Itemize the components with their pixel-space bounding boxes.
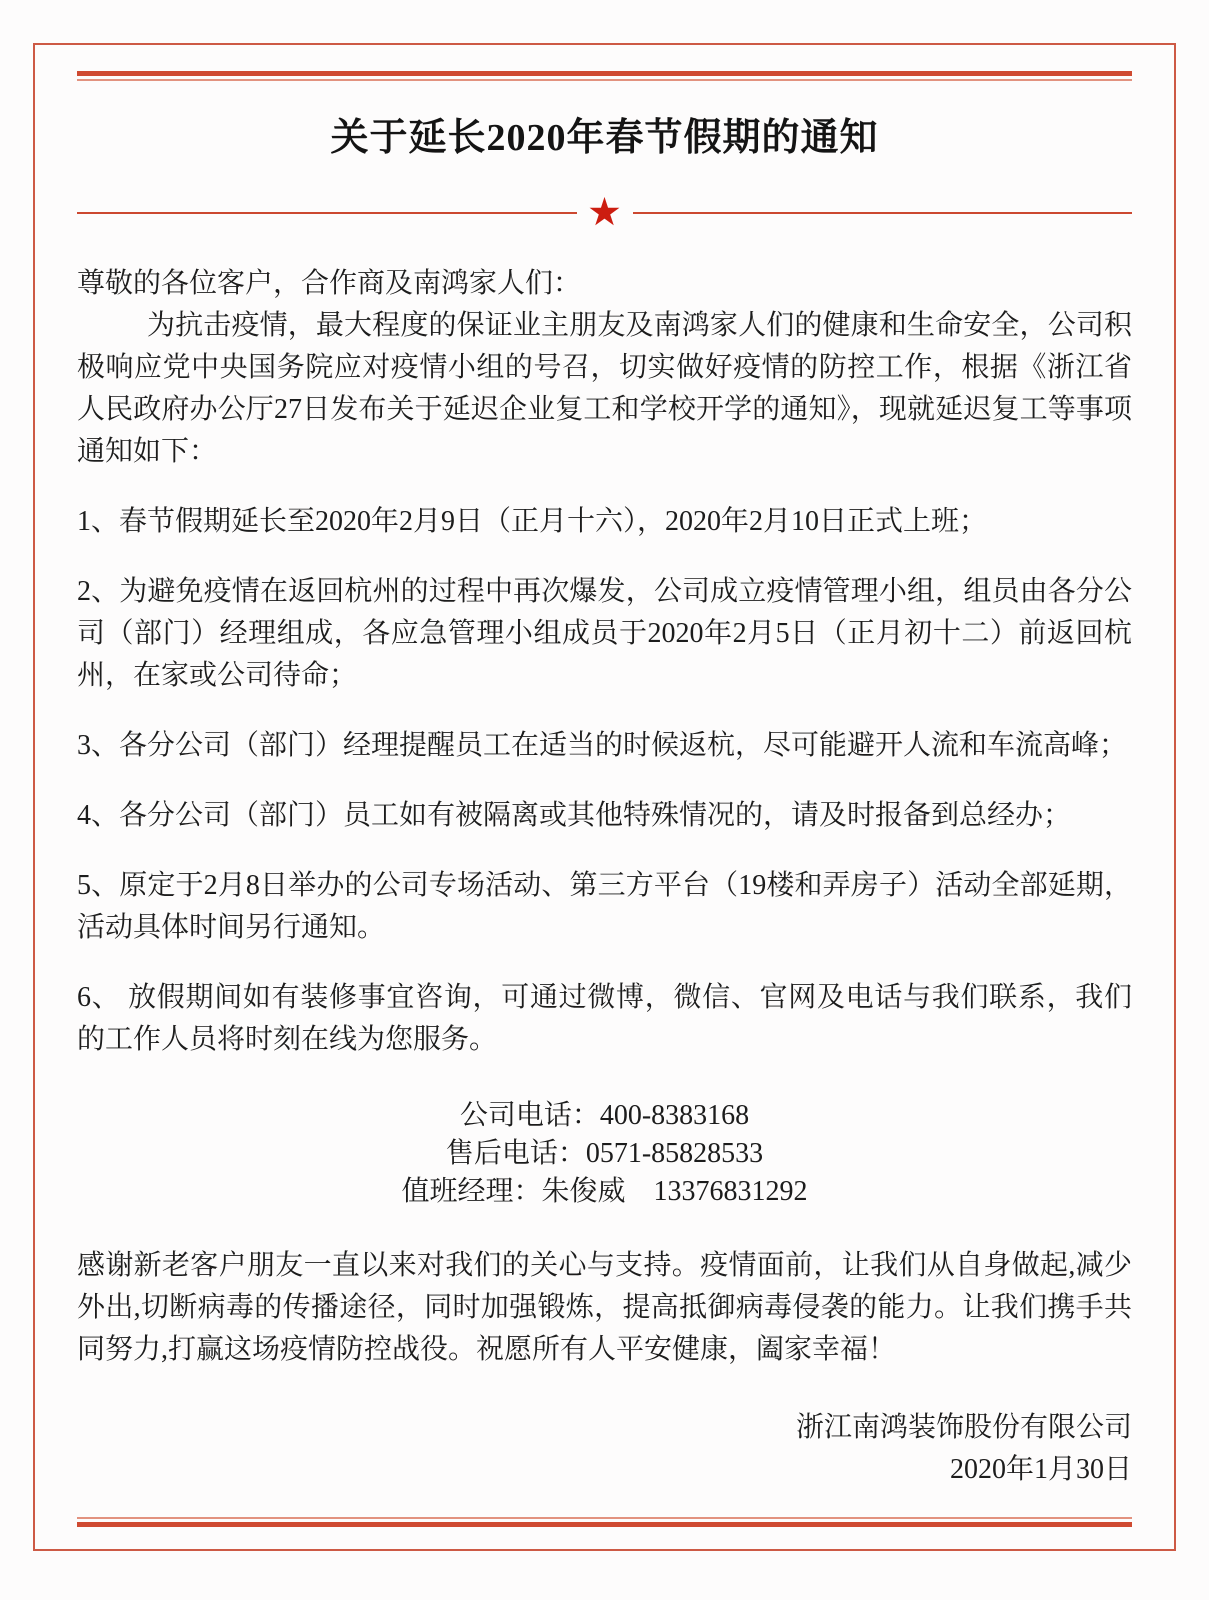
bottom-rule-thick-line (77, 1522, 1132, 1527)
top-rule-thick-line (77, 71, 1132, 76)
contact-line-duty-manager (77, 1173, 1132, 1211)
star-divider (77, 194, 1132, 230)
contact-block (77, 1097, 1132, 1211)
signature-block (77, 1407, 1132, 1491)
contact-label: 售后电话： (445, 1138, 586, 1169)
star-icon: ★ (588, 194, 621, 230)
contact-label: 公司电话： (459, 1100, 600, 1131)
contact-value: 400-8383168 (599, 1100, 750, 1131)
contact-value: 朱俊威 13376831292 (541, 1176, 808, 1207)
notice-item-5: 5、原定于2月8日举办的公司专场活动、第三方平台（19楼和弄房子）活动全部延期，活动具体时间另行通知。 (77, 870, 1132, 943)
notice-item-6: 6、 放假期间如有装修事宜咨询，可通过微博，微信、官网及电话与我们联系，我们的工作人员将时刻在线为您服务。 (77, 982, 1132, 1055)
signature-date: 2020年1月30日 (949, 1454, 1132, 1485)
divider-line-right (633, 212, 1133, 214)
contact-label: 值班经理： (401, 1176, 542, 1207)
contact-line-aftersales-phone (77, 1135, 1132, 1173)
bottom-rule-thin-line (77, 1517, 1132, 1519)
salutation-text: 尊敬的各位客户，合作商及南鸿家人们： (77, 268, 582, 299)
notice-item-2: 2、为避免疫情在返回杭州的过程中再次爆发，公司成立疫情管理小组，组员由各分公司（部门）经理组成，各应急管理小组成员于2020年2月5日（正月初十二）前返回杭州，在家或公司待命； (77, 576, 1132, 691)
top-rule-thin-line (77, 79, 1132, 81)
notice-body (35, 263, 1174, 1491)
top-double-rule (77, 71, 1132, 81)
document-border (33, 43, 1176, 1551)
divider-line-left (77, 212, 577, 214)
contact-value: 0571-85828533 (585, 1138, 764, 1169)
bottom-double-rule (77, 1517, 1132, 1527)
intro-paragraph: 为抗击疫情，最大程度的保证业主朋友及南鸿家人们的健康和生命安全，公司积极响应党中央国务院应对疫情小组的号召，切实做好疫情的防控工作，根据《浙江省人民政府办公厅27日发布关于延迟企业复工和学校开学的通知》，现就延迟复工等事项通知如下： (77, 310, 1132, 467)
page-title: 关于延长2020年春节假期的通知 (330, 117, 879, 159)
company-name: 浙江南鸿装饰股份有限公司 (795, 1412, 1132, 1443)
notice-item-3: 3、各分公司（部门）经理提醒员工在适当的时候返杭，尽可能避开人流和车流高峰； (77, 730, 1128, 761)
notice-item-1: 1、春节假期延长至2020年2月9日（正月十六），2020年2月10日正式上班； (77, 506, 988, 537)
closing-paragraph: 感谢新老客户朋友一直以来对我们的关心与支持。疫情面前，让我们从自身做起,减少外出,切断病毒的传播途径，同时加强锻炼，提高抵御病毒侵袭的能力。让我们携手共同努力,打赢这场疫情防控战役。祝愿所有人平安健康，阖家幸福！ (77, 1250, 1132, 1365)
notice-item-4: 4、各分公司（部门）员工如有被隔离或其他特殊情况的，请及时报备到总经办； (77, 800, 1072, 831)
contact-line-company-phone (77, 1097, 1132, 1135)
